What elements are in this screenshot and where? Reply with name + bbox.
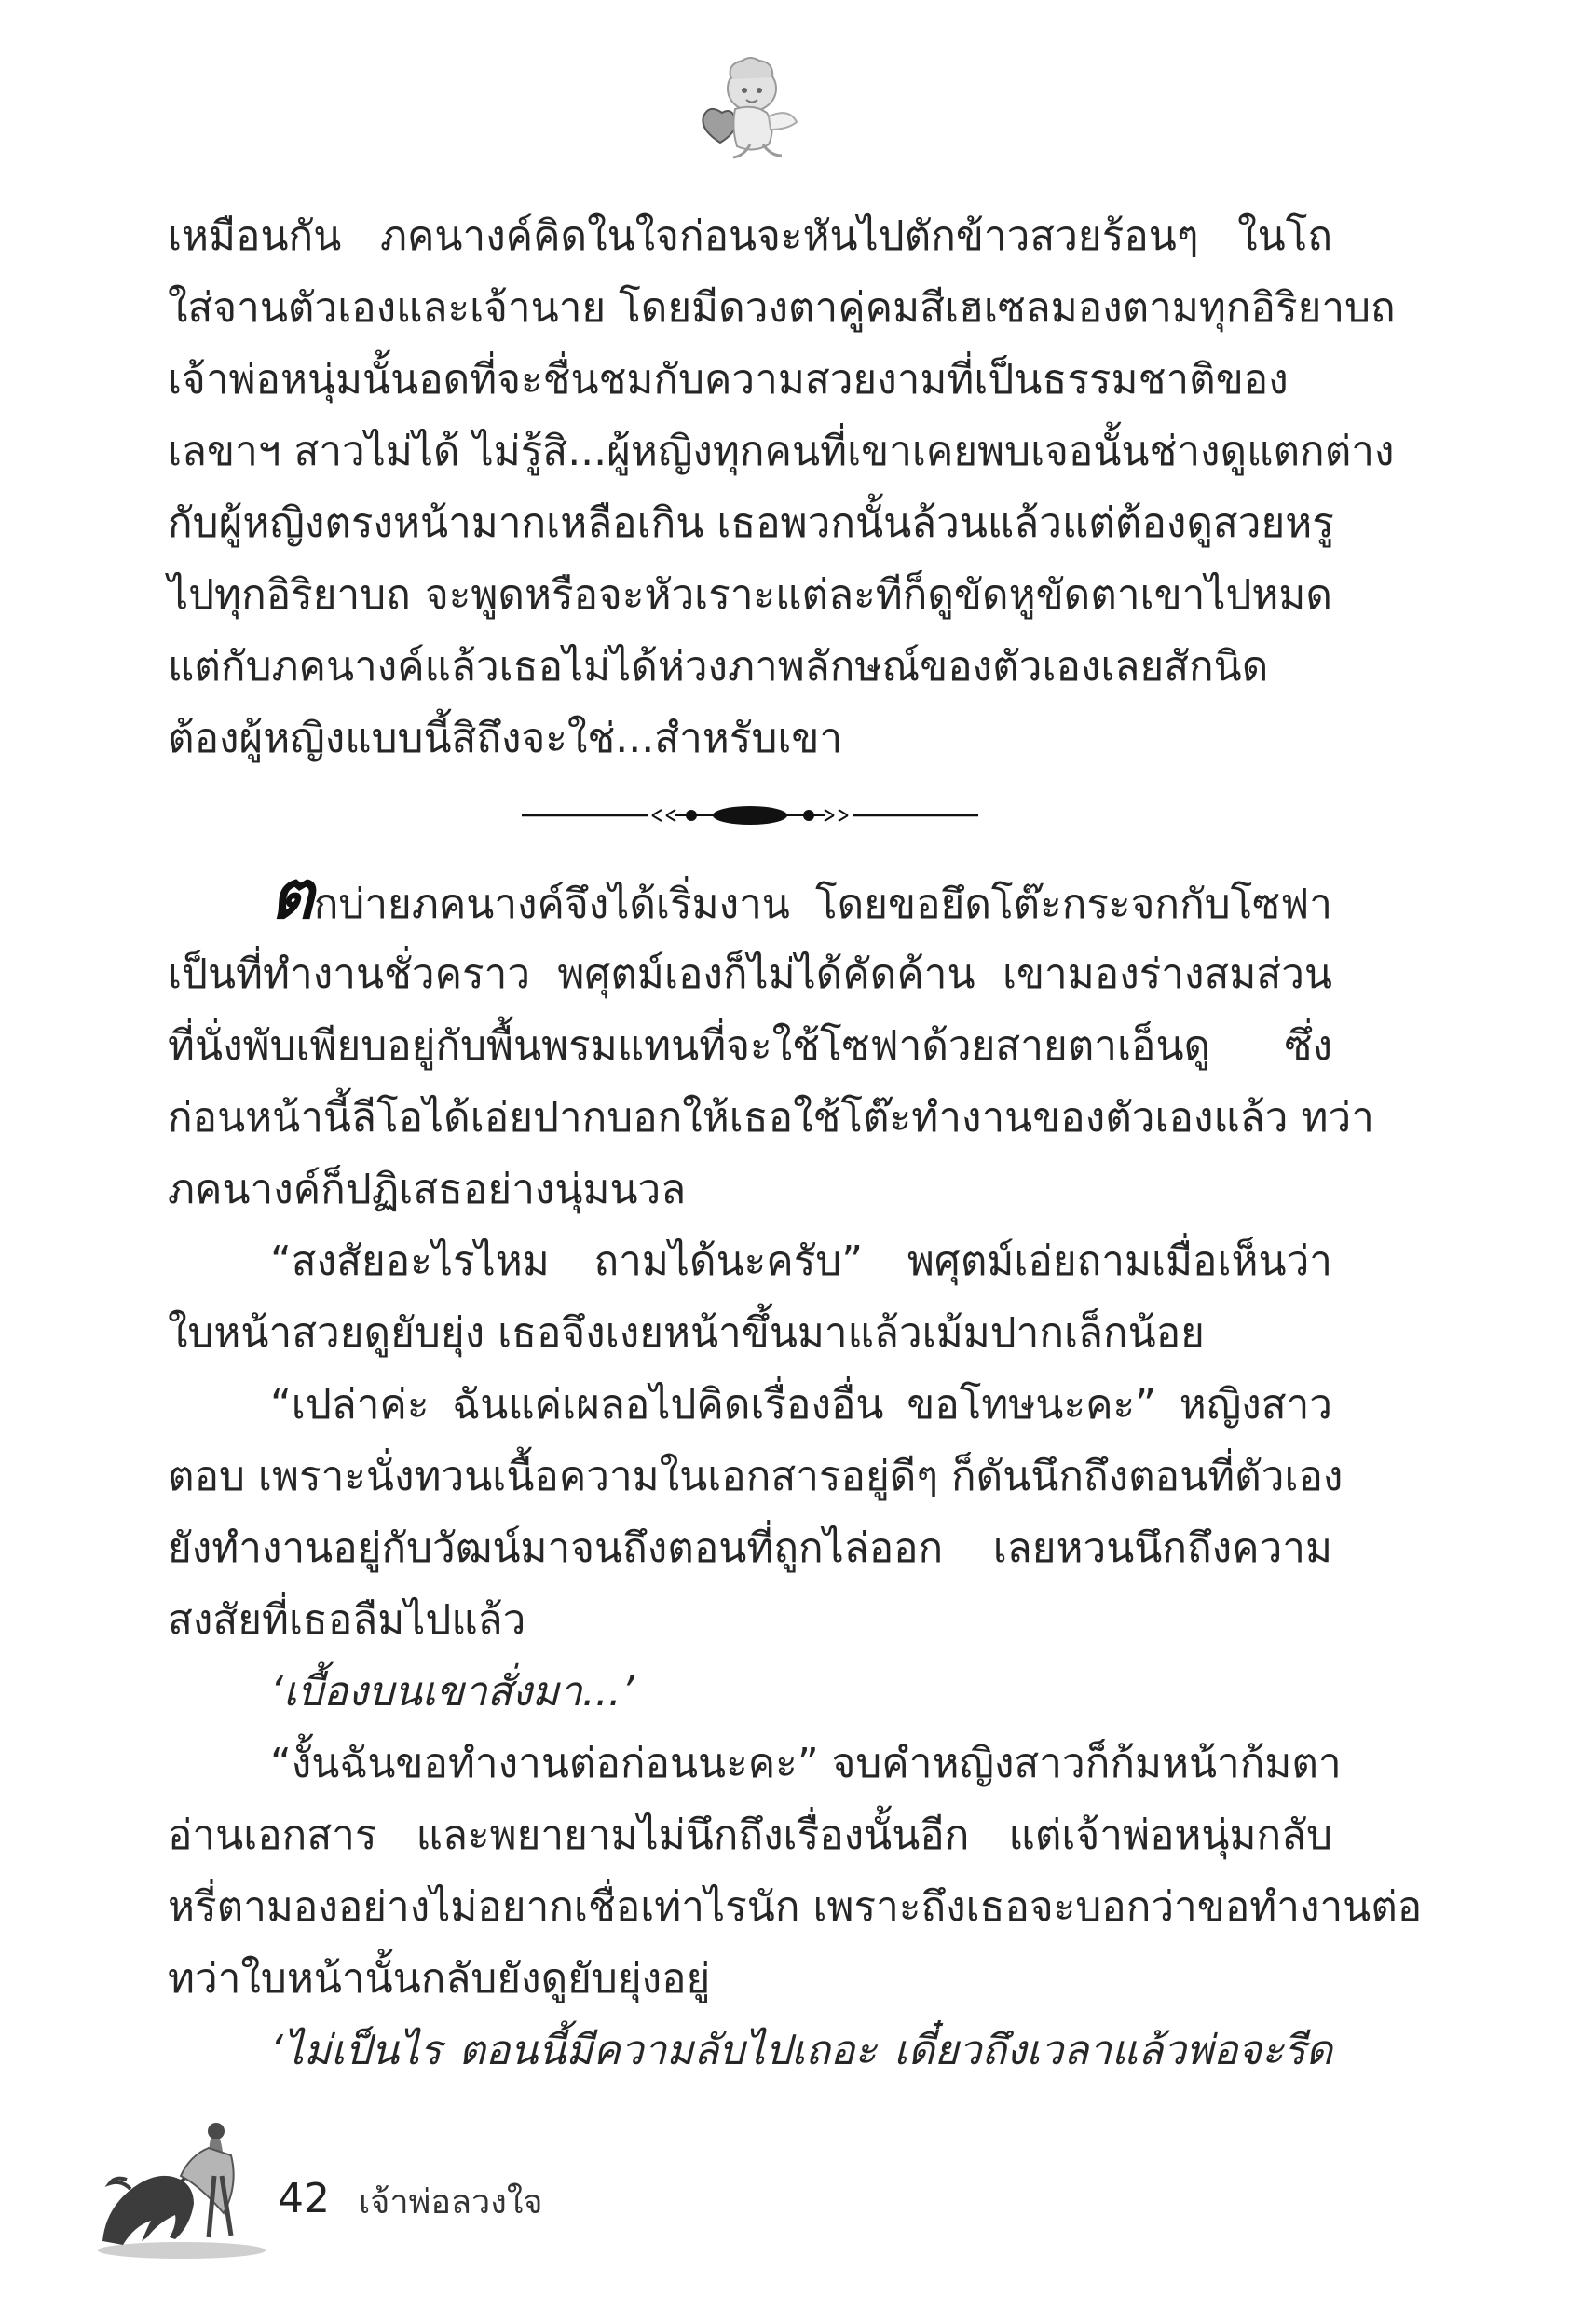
text-line: กับผู้หญิงตรงหน้ามากเหลือเกิน เธอพวกนั้นล้วนแล้วแต่ต้องดูสวยหรู [168,499,1334,547]
text-line: หรี่ตามองอย่างไม่อยากเชื่อเท่าไรนัก เพราะถึงเธอจะบอกว่าขอทำงานต่อ [168,1883,1423,1931]
text-line: “งั้นฉันขอทำงานต่อก่อนนะคะ” จบคำหญิงสาวก็ก้มหน้าก้มตา [270,1740,1342,1787]
text-line: ทว่าใบหน้านั้นกลับยังดูยับยุ่งอยู่ [168,1955,711,2003]
text-line: ก่อนหน้านี้ลีโอได้เอ่ยปากบอกให้เธอใช้โต๊ะทำงานของตัวเองแล้ว ทว่า [168,1094,1374,1142]
text-line: ใส่จานตัวเองและเจ้านาย โดยมีดวงตาคู่คมสีเฮเซลมองตามทุกอิริยาบถ [168,284,1396,332]
text-line: ‘เบื้องบนเขาสั่งมา...’ [270,1668,634,1716]
text-line-with-dropcap [168,855,1332,938]
text-line-body: กบ่ายภคนางค์จึงได้เริ่มงาน โดยขอยึดโต๊ะกระจกกับโซฟา [313,881,1332,928]
text-line: ต้องผู้หญิงแบบนี้สิถึงจะใช่...สำหรับเขา [168,715,843,762]
text-line: ใบหน้าสวยดูยับยุ่ง เธอจึงเงยหน้าขึ้นมาแล้วเม้มปากเล็กน้อย [168,1309,1205,1357]
text-line: ที่นั่งพับเพียบอยู่กับพื้นพรมแทนที่จะใช้โซฟาด้วยสายตาเอ็นดู ซึ่ง [168,1022,1332,1070]
text-line: เหมือนกัน ภคนางค์คิดในใจก่อนจะหันไปตักข้าวสวยร้อนๆ ในโถ [168,212,1332,260]
text-line: อ่านเอกสาร และพยายามไม่นึกถึงเรื่องนั้นอีก แต่เจ้าพ่อหนุ่มกลับ [168,1812,1332,1859]
text-line: “สงสัยอะไรไหม ถามได้นะครับ” พศุตม์เอ่ยถามเมื่อเห็นว่า [270,1238,1332,1285]
text-line: ‘ไม่เป็นไร ตอนนี้มีความลับไปเถอะ เดี๋ยวถึงเวลาแล้วพ่อจะรีด [270,2027,1332,2074]
page-number: 42 [278,2175,330,2222]
text-line: เป็นที่ทำงานชั่วคราว พศุตม์เองก็ไม่ได้คัดค้าน เขามองร่างสมส่วน [168,950,1332,998]
text-line: เจ้าพ่อหนุ่มนั้นอดที่จะชื่นชมกับความสวยงามที่เป็นธรรมชาติของ [168,356,1289,403]
text-line: “เปล่าค่ะ ฉันแค่เผลอไปคิดเรื่องอื่น ขอโทษนะคะ” หญิงสาว [270,1381,1332,1429]
drop-cap: ต [270,855,314,934]
text-line: ไปทุกอิริยาบถ จะพูดหรือจะหัวเราะแต่ละทีก็ดูขัดหูขัดตาเขาไปหมด [168,571,1332,619]
cupid-ornament-icon [694,51,806,163]
body-text-bottom [168,855,1423,2086]
text-line: สงสัยที่เธอลืมไปแล้ว [168,1596,526,1644]
text-line: ภคนางค์ก็ปฏิเสธอย่างนุ่มนวล [168,1166,687,1213]
text-line: ตอบ เพราะนั่งทวนเนื้อความในเอกสารอยู่ดีๆ ก็ดันนึกถึงตอนที่ตัวเอง [168,1453,1344,1500]
body-text-top [168,200,1396,774]
running-title: เจ้าพ่อลวงใจ [359,2183,543,2222]
text-line: ยังทำงานอยู่กับวัฒน์มาจนถึงตอนที่ถูกไล่ออก เลยหวนนึกถึงความ [168,1525,1332,1572]
section-divider-icon [522,801,978,829]
text-line: เลขาฯ สาวไม่ได้ ไม่รู้สิ...ผู้หญิงทุกคนที่เขาเคยพบเจอนั้นช่างดูแตกต่าง [168,428,1395,475]
text-line: แต่กับภคนางค์แล้วเธอไม่ได้ห่วงภาพลักษณ์ของตัวเองเลยสักนิด [168,643,1269,691]
bullfighter-ornament-icon [93,2111,270,2260]
